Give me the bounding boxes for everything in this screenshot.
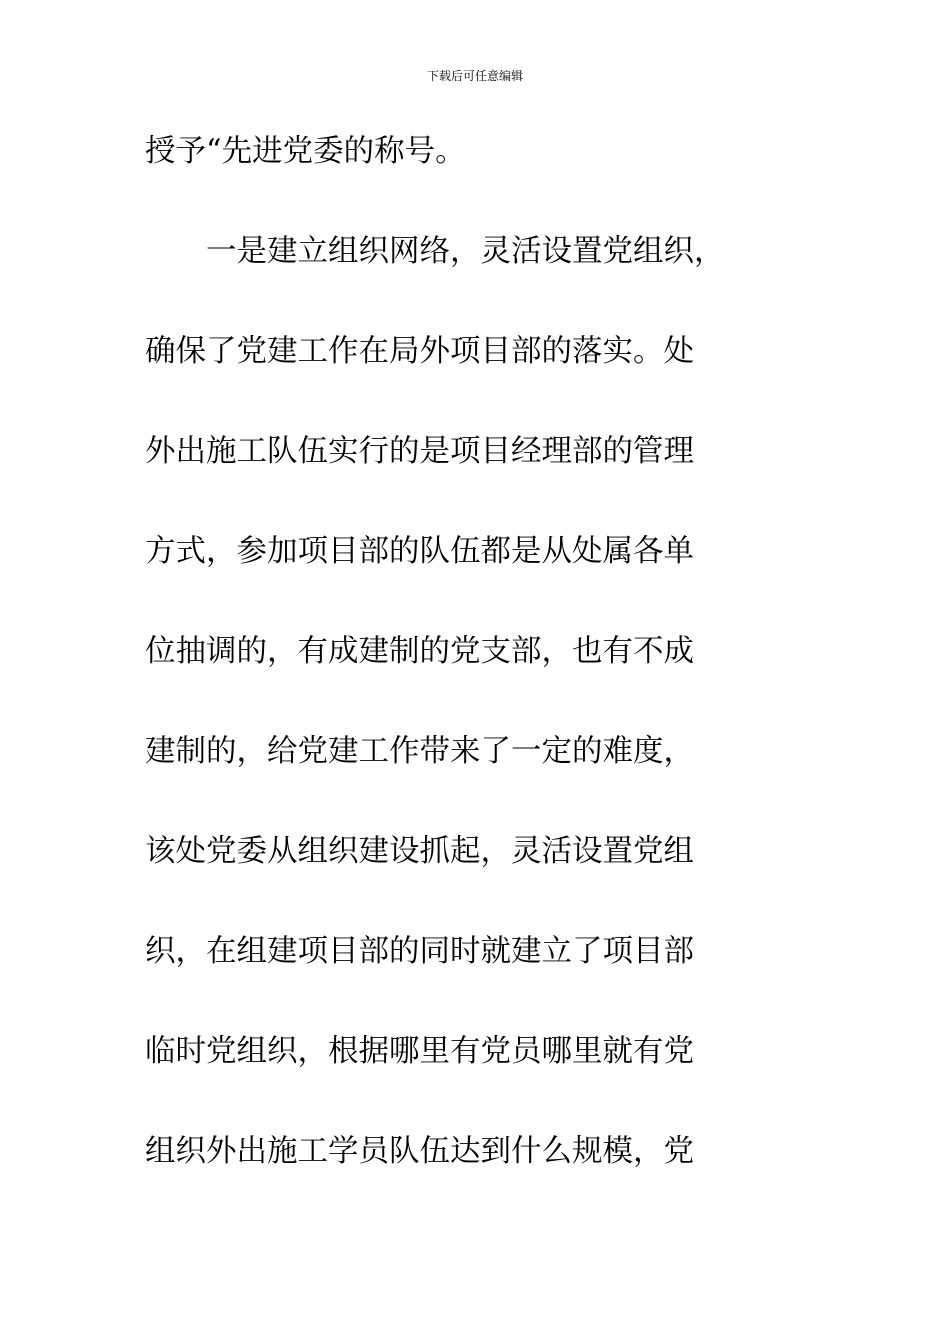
paragraph-line: 临时党组织，根据哪里有党员哪里就有党 xyxy=(145,1034,694,1069)
paragraph-line: 方式，参加项目部的队伍都是从处属各单 xyxy=(145,534,694,569)
paragraph-line: 外出施工队伍实行的是项目经理部的管理 xyxy=(145,434,694,469)
page-header: 下载后可任意编辑 xyxy=(426,69,523,83)
paragraph-line: 组织外出施工学员队伍达到什么规模，党 xyxy=(145,1134,694,1169)
paragraph-line: 授予“先进党委的称号。 xyxy=(145,134,466,169)
paragraph-line: 一是建立组织网络，灵活设置党组织， xyxy=(145,234,725,269)
paragraph-line: 织，在组建项目部的同时就建立了项目部 xyxy=(145,934,694,969)
paragraph-line: 确保了党建工作在局外项目部的落实。处 xyxy=(145,334,694,369)
paragraph-line: 位抽调的，有成建制的党支部，也有不成 xyxy=(145,634,694,669)
paragraph-line: 该处党委从组织建设抓起，灵活设置党组 xyxy=(145,834,694,869)
paragraph-line: 建制的，给党建工作带来了一定的难度， xyxy=(145,734,694,769)
